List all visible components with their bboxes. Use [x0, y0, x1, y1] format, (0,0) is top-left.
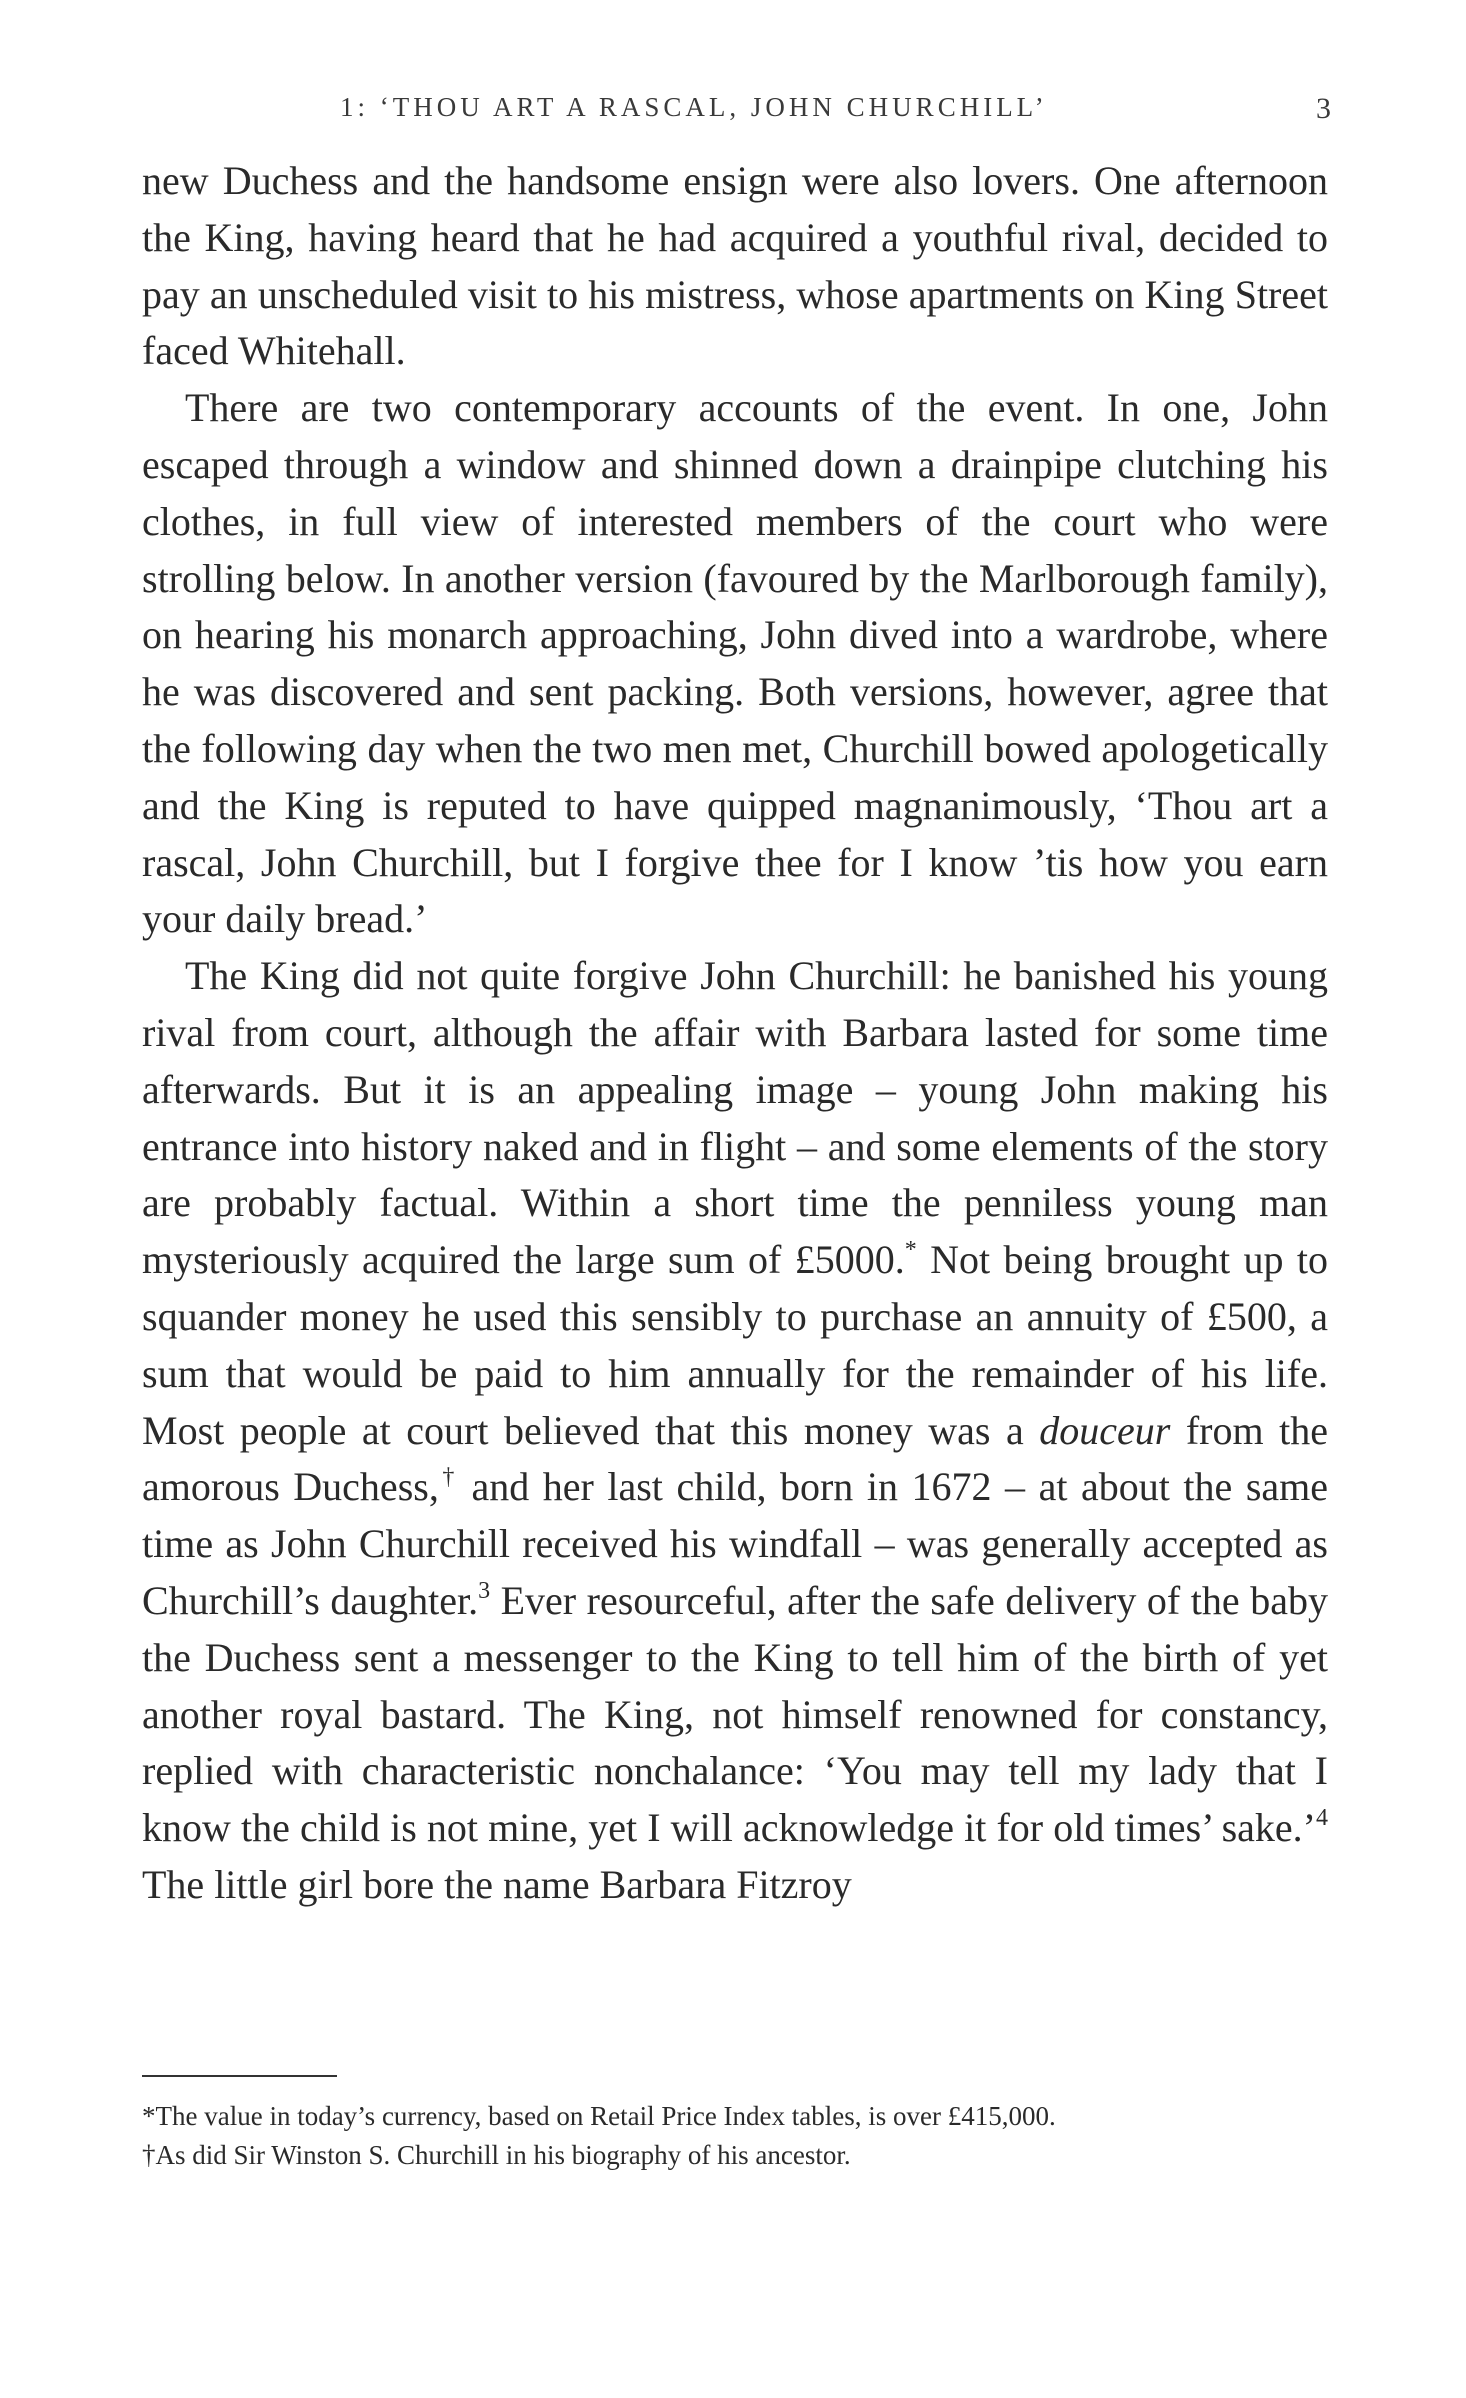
- running-title: 1: ‘THOU ART A RASCAL, JOHN CHURCHILL’: [340, 92, 1048, 122]
- italic-term: douceur: [1039, 1407, 1171, 1453]
- paragraph-3-text-b: Not being brought up to squander money he used this sensibly to purchase an annuity of £500, a sum that would be paid to him annually for the remainder of his life. Most people at court believed that this money was a: [142, 1237, 1328, 1453]
- paragraph-3: [142, 948, 1328, 1914]
- endnote-ref-3: 3: [478, 1577, 491, 1604]
- paragraph-3-text-c: from the amorous Duchess,: [142, 1407, 1328, 1510]
- endnote-ref-4: 4: [1316, 1805, 1328, 1832]
- footnote-rule: [142, 2075, 337, 2077]
- footnote-dagger: †As did Sir Winston S. Churchill in his biography of his ancestor.: [142, 2140, 851, 2170]
- paragraph-3-text-d: and her last child, born in 1672 – at about the same time as John Churchill received his windfall – was generally accepted as Churchill’s daughter.: [142, 1464, 1329, 1623]
- body-text: [142, 153, 1328, 1914]
- paragraph-3-text-a: The King did not quite forgive John Churchill: he banished his young rival from court, although the affair with Barbara lasted for some time afterwards. But it is an appealing image – young John making his entrance into history naked and in flight – and some elements of the story are probably factual. Within a short time the penniless young man mysteriously acquired the large sum of £5000.: [142, 953, 1328, 1283]
- page-number: 3: [1316, 92, 1331, 125]
- footnote-mark-dagger: †: [438, 1464, 458, 1491]
- footnote-mark-star: *: [904, 1237, 917, 1264]
- footnote-star: *The value in today’s currency, based on Retail Price Index tables, is over £415,000.: [142, 2101, 1056, 2131]
- paragraph-3-text-e: Ever resourceful, after the safe delivery of the baby the Duchess sent a messenger to the King to tell him of the birth of yet another royal bastard. The King, not himself renowned for constancy, replied with characteristic nonchalance: ‘You may tell my lady that I know the child is not mine, yet I will acknowledge it for old times’ sake.’: [142, 1577, 1328, 1851]
- footnotes: [142, 2097, 1328, 2175]
- paragraph-1: new Duchess and the handsome ensign were also lovers. One afternoon the King, having heard that he had acquired a youthful rival, decided to pay an unscheduled visit to his mistress, whose apartments on King Street faced Whitehall.: [142, 158, 1328, 374]
- paragraph-2: There are two contemporary accounts of the event. In one, John escaped through a window and shinned down a drainpipe clutching his clothes, in full view of interested members of the court who were strolling below. In another version (favoured by the Marlborough family), on hearing his monarch approaching, John dived into a wardrobe, where he was discovered and sent packing. Both versions, however, agree that the following day when the two men met, Churchill bowed apologetically and the King is reputed to have quipped magnanimously, ‘Thou art a rascal, John Churchill, but I forgive thee for I know ’tis how you earn your daily bread.’: [142, 385, 1328, 942]
- paragraph-3-text-f: The little girl bore the name Barbara Fitzroy: [142, 1861, 852, 1907]
- running-head: [0, 92, 1466, 132]
